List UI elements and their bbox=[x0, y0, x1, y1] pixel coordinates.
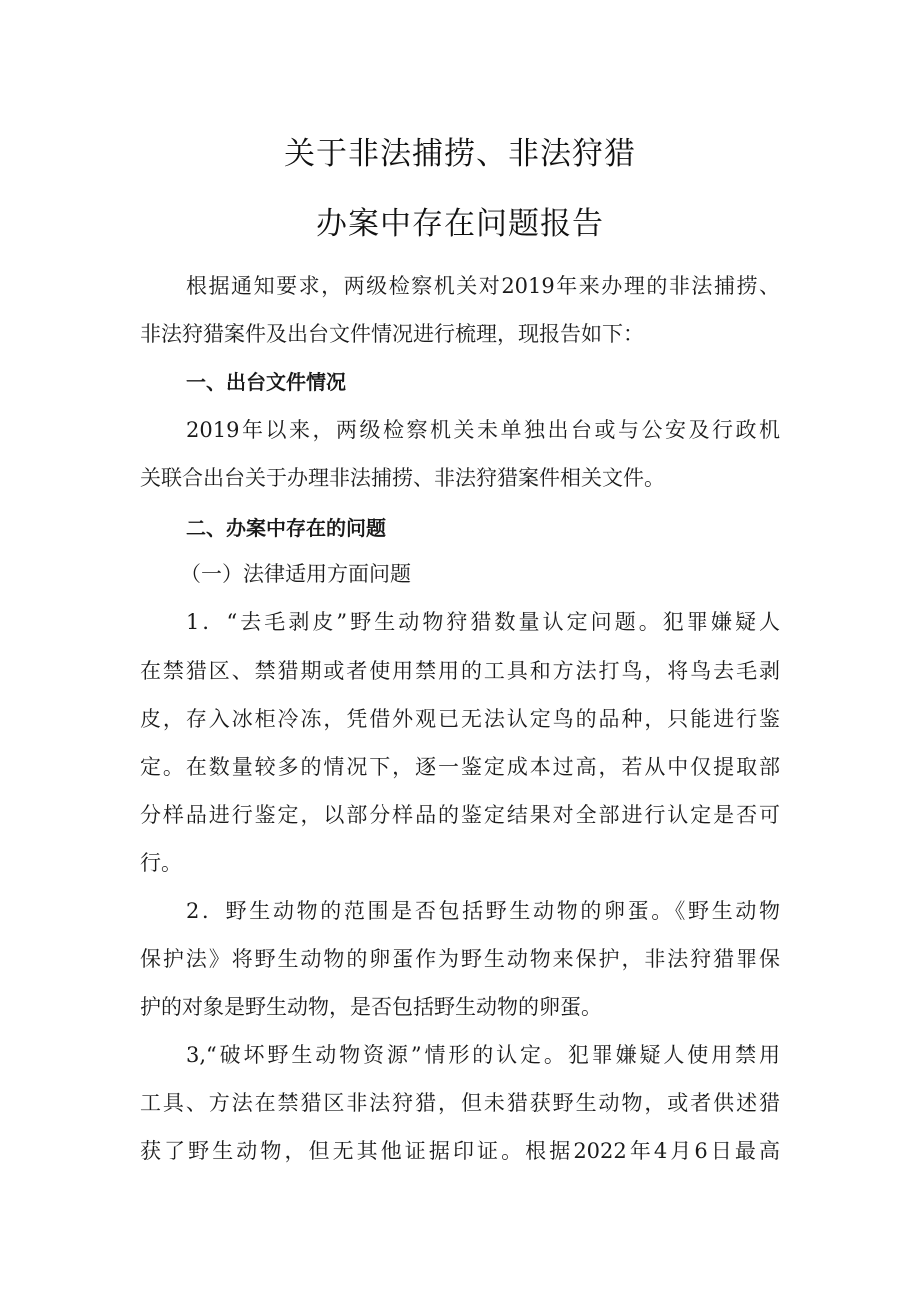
paragraph-line: 获了野生动物，但无其他证据印证。根据2022年4月6日最高 bbox=[140, 1139, 780, 1163]
paragraph-line: 护的对象是野生动物，是否包括野生动物的卵蛋。 bbox=[140, 995, 602, 1019]
intro-line: 根据通知要求，两级检察机关对2019年来办理的非法捕捞、 bbox=[186, 274, 780, 298]
paragraph-line: 在禁猎区、禁猎期或者使用禁用的工具和方法打鸟，将鸟去毛剥 bbox=[140, 659, 780, 683]
paragraph-line: 2019年以来，两级检察机关未单独出台或与公安及行政机 bbox=[186, 418, 780, 442]
paragraph-line: 保护法》将野生动物的卵蛋作为野生动物来保护，非法狩猎罪保 bbox=[140, 947, 780, 971]
paragraph-line: 关联合出台关于办理非法捕捞、非法狩猎案件相关文件。 bbox=[140, 466, 665, 490]
paragraph-line: 2．野生动物的范围是否包括野生动物的卵蛋。《野生动物 bbox=[186, 899, 780, 923]
intro-line: 非法狩猎案件及出台文件情况进行梳理，现报告如下： bbox=[140, 322, 644, 346]
paragraph-line: 3,“破坏野生动物资源”情形的认定。犯罪嫌疑人使用禁用 bbox=[186, 1043, 780, 1067]
paragraph-line: 工具、方法在禁猎区非法狩猎，但未猎获野生动物，或者供述猎 bbox=[140, 1091, 780, 1115]
document-title-line-1: 关于非法捕捞、非法狩猎 bbox=[284, 136, 636, 172]
paragraph-line: 皮，存入冰柜冷冻，凭借外观已无法认定鸟的品种，只能进行鉴 bbox=[140, 707, 780, 731]
paragraph-line: 行。 bbox=[140, 851, 182, 875]
paragraph-line: 1．“去毛剥皮”野生动物狩猎数量认定问题。犯罪嫌疑人 bbox=[186, 610, 780, 634]
subsection-heading: （一）法律适用方面问题 bbox=[180, 562, 411, 586]
section-heading-1: 一、出台文件情况 bbox=[186, 370, 346, 394]
paragraph-line: 分样品进行鉴定，以部分样品的鉴定结果对全部进行认定是否可 bbox=[140, 803, 780, 827]
document-title-line-2: 办案中存在问题报告 bbox=[316, 206, 604, 242]
section-heading-2: 二、办案中存在的问题 bbox=[186, 516, 386, 540]
paragraph-line: 定。在数量较多的情况下，逐一鉴定成本过高，若从中仅提取部 bbox=[140, 755, 780, 779]
